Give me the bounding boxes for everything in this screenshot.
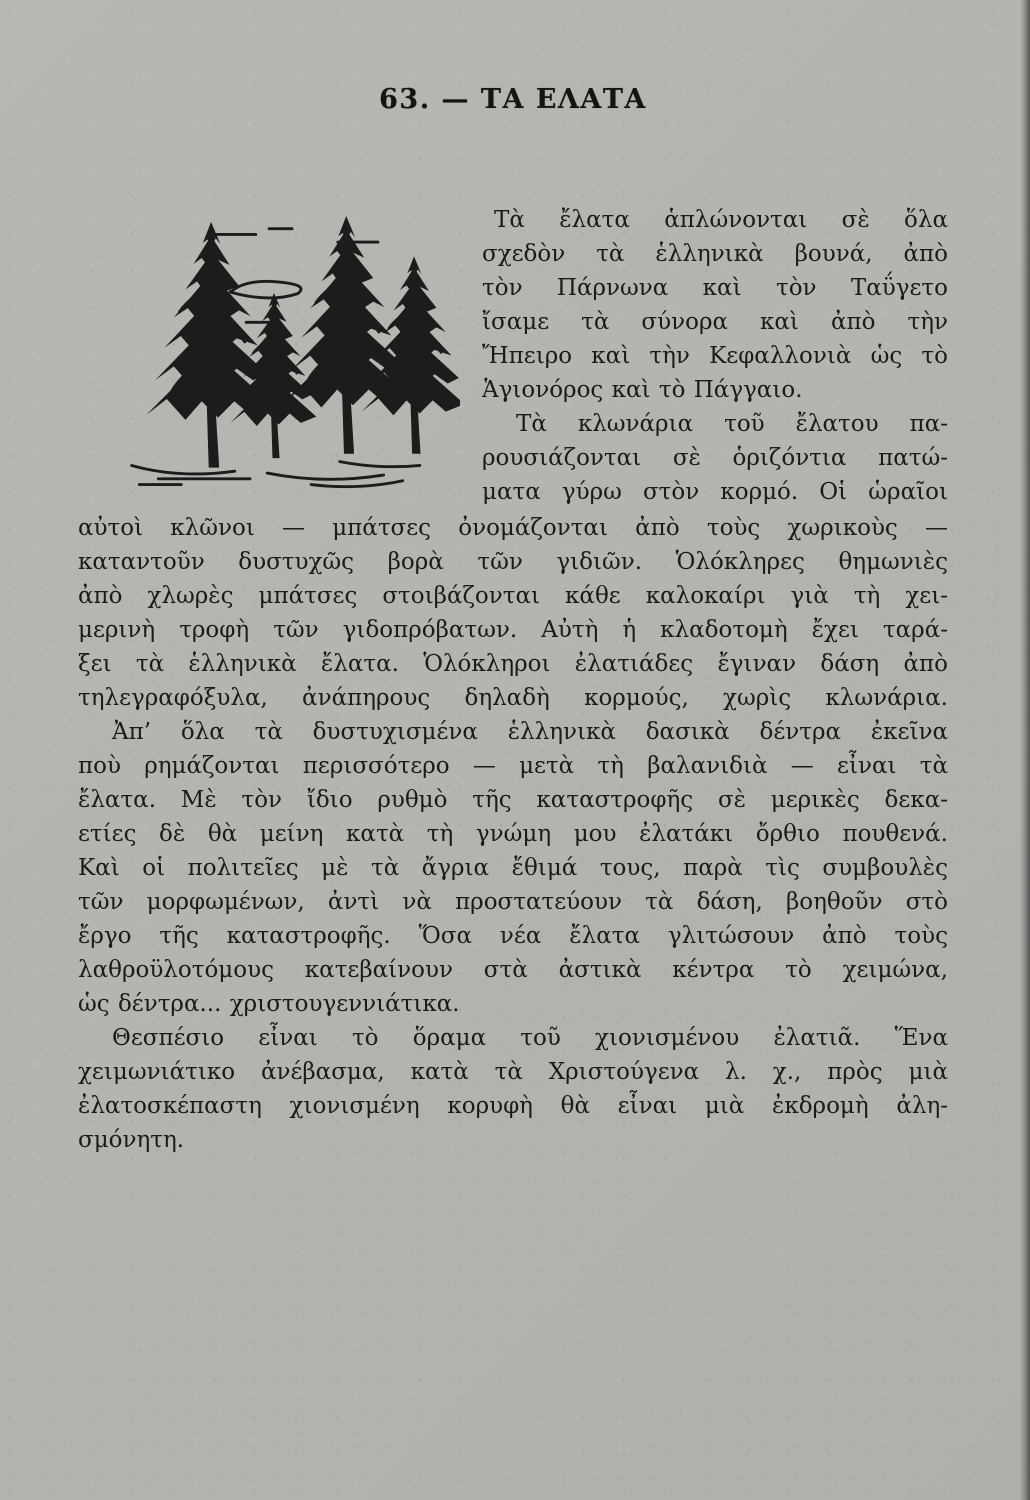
text-line: ἴσαμε τὰ σύνορα καὶ ἀπὸ τὴν <box>482 309 948 335</box>
text-line: Ἁγιονόρος καὶ τὸ Πάγγαιο. <box>482 377 803 403</box>
text-line: σμόνητη. <box>78 1127 185 1153</box>
top-row <box>78 203 948 509</box>
text-line: καταντοῦν δυστυχῶς βορὰ τῶν γιδιῶν. Ὁλόκληρες θημωνιὲς <box>78 549 948 575</box>
text-line: Θεσπέσιο εἶναι τὸ ὅραμα τοῦ χιονισμένου ἐλατιᾶ. Ἕνα <box>112 1025 948 1051</box>
text-line: αὐτοὶ κλῶνοι — μπάτσες ὀνομάζονται ἀπὸ τοὺς χωρικοὺς — <box>78 515 948 541</box>
text-block-narrow <box>482 203 948 509</box>
text-line: ἀπὸ χλωρὲς μπάτσες στοιβάζονται κάθε καλοκαίρι γιὰ τὴ χει- <box>78 583 948 609</box>
text-block-wide <box>78 511 948 1157</box>
text-line: ἔργο τῆς καταστροφῆς. Ὅσα νέα ἔλατα γλιτώσουν ἀπὸ τοὺς <box>78 923 948 949</box>
text-line: λαθροϋλοτόμους κατεβαίνουν στὰ ἀστικὰ κέντρα τὸ χειμώνα, <box>78 957 948 983</box>
text-line: ἔλατα. Μὲ τὸν ἴδιο ρυθμὸ τῆς καταστροφῆς σὲ μερικὲς δεκα- <box>78 787 948 813</box>
text-line: τηλεγραφόξυλα, ἀνάπηρους δηλαδὴ κορμούς, χωρὶς κλωνάρια. <box>78 685 948 711</box>
text-line: Ἤπειρο καὶ τὴν Κεφαλλονιὰ ὡς τὸ <box>482 343 948 369</box>
text-line: μερινὴ τροφὴ τῶν γιδοπρόβατων. Αὐτὴ ἡ κλαδοτομὴ ἔχει ταρά- <box>78 617 948 643</box>
text-line: τὸν Πάρνωνα καὶ τὸν Ταΰγετο <box>482 275 948 301</box>
text-line: Ἀπ’ ὅλα τὰ δυστυχισμένα ἑλληνικὰ δασικὰ δέντρα ἐκεῖνα <box>112 719 948 745</box>
fir-trees-illustration <box>124 203 460 495</box>
text-line: Τὰ κλωνάρια τοῦ ἔλατου πα- <box>516 411 948 437</box>
page-edge-shadow <box>1020 0 1030 1500</box>
text-line: ρουσιάζονται σὲ ὁριζόντια πατώ- <box>482 445 948 471</box>
text-line: ετίες δὲ θὰ μείνη κατὰ τὴ γνώμη μου ἐλατάκι ὄρθιο πουθενά. <box>78 821 948 847</box>
text-line: Τὰ ἔλατα ἁπλώνονται σὲ ὅλα <box>494 207 948 233</box>
text-line: χειμωνιάτικο ἀνέβασμα, κατὰ τὰ Χριστούγενα λ. χ., πρὸς μιὰ <box>78 1059 948 1085</box>
text-line: ἐλατοσκέπαστη χιονισμένη κορυφὴ θὰ εἶναι μιὰ ἐκδρομὴ ἀλη- <box>78 1093 948 1119</box>
text-line: σχεδὸν τὰ ἑλληνικὰ βουνά, ἀπὸ <box>482 241 948 267</box>
text-line: Καὶ οἱ πολιτεῖες μὲ τὰ ἄγρια ἔθιμά τους, παρὰ τὶς συμβουλὲς <box>78 855 948 881</box>
text-line: ὡς δέντρα... χριστουγεννιάτικα. <box>78 991 460 1017</box>
text-line: τῶν μορφωμένων, ἀντὶ νὰ προστατεύουν τὰ δάση, βοηθοῦν στὸ <box>78 889 948 915</box>
text-line: ματα γύρω στὸν κορμό. Οἱ ὡραῖοι <box>482 479 948 505</box>
text-line: ξει τὰ ἑλληνικὰ ἔλατα. Ὁλόκληροι ἐλατιάδες ἔγιναν δάση ἀπὸ <box>78 651 948 677</box>
illustration-box <box>78 203 482 495</box>
text-line: ποὺ ρημάζονται περισσότερο — μετὰ τὴ βαλανιδιὰ — εἶναι τὰ <box>78 753 948 779</box>
section-title: 63. — ΤΑ ΕΛΑΤΑ <box>379 84 647 115</box>
